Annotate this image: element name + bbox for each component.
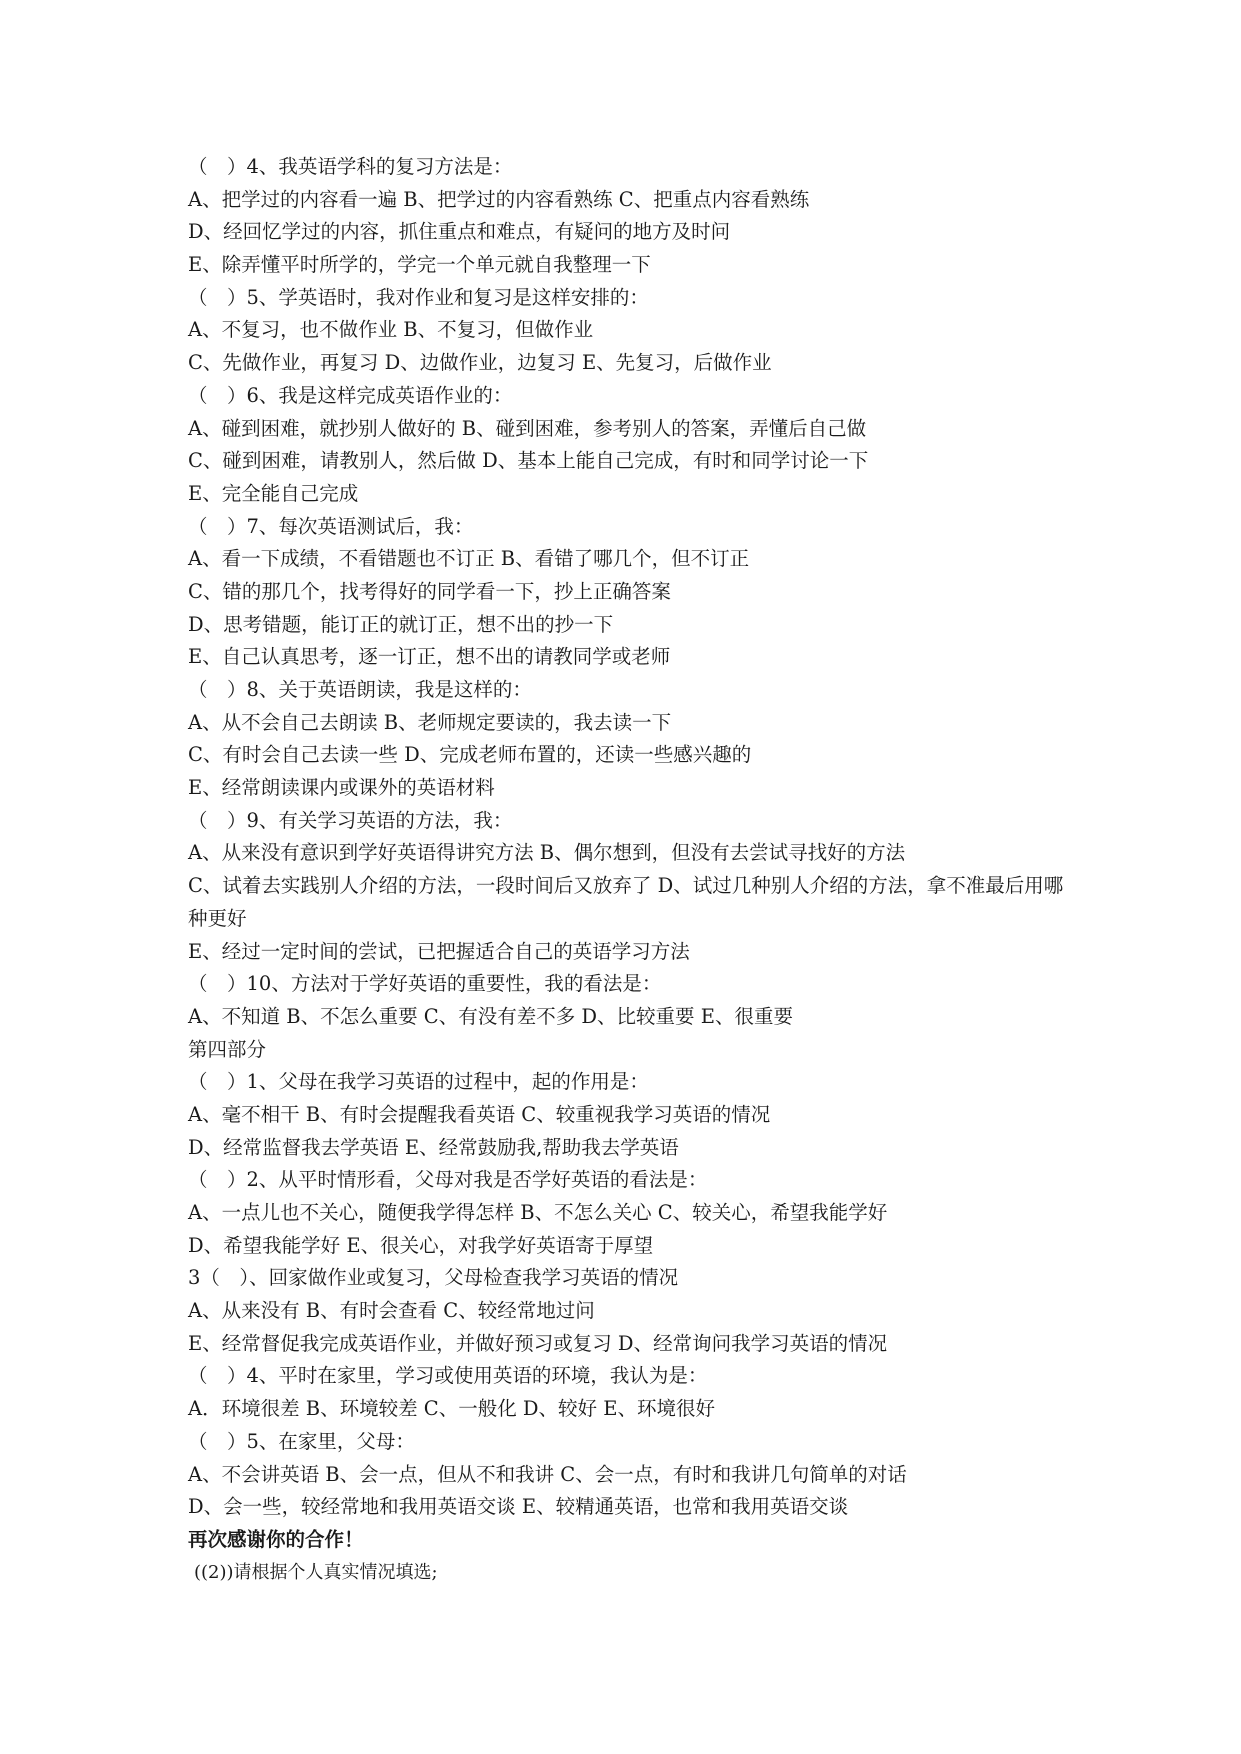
- option-line: A．环境很差 B、环境较差 C、一般化 D、较好 E、环境很好: [188, 1397, 715, 1421]
- questionnaire-body: [188, 151, 1068, 1589]
- option-line: A、毫不相干 B、有时会提醒我看英语 C、较重视我学习英语的情况: [188, 1102, 771, 1126]
- option-line: D、希望我能学好 E、很关心，对我学好英语寄于厚望: [188, 1233, 654, 1257]
- option-line: D、经回忆学过的内容，抓住重点和难点，有疑问的地方及时问: [188, 220, 731, 244]
- question-line: 3（ ）、回家做作业或复习，父母检查我学习英语的情况: [188, 1266, 679, 1290]
- option-line: D、思考错题，能订正的就订正，想不出的抄一下: [188, 612, 614, 636]
- option-line: E、自己认真思考，逐一订正，想不出的请教同学或老师: [188, 645, 671, 669]
- instruction-line: ((2))请根据个人真实情况填选;: [194, 1561, 438, 1583]
- option-line: A、不复习，也不做作业 B、不复习，但做作业: [188, 318, 594, 342]
- option-line: A、一点儿也不关心，随便我学得怎样 B、不怎么关心 C、较关心，希望我能学好: [188, 1201, 888, 1225]
- option-line: A、看一下成绩，不看错题也不订正 B、看错了哪几个，但不订正: [188, 547, 750, 571]
- question-line: （ ）9、有关学习英语的方法，我：: [188, 808, 513, 832]
- option-line: D、会一些，较经常地和我用英语交谈 E、较精通英语，也常和我用英语交谈: [188, 1495, 849, 1519]
- option-line: E、完全能自己完成: [188, 481, 359, 505]
- option-line: A、从不会自己去朗读 B、老师规定要读的，我去读一下: [188, 710, 672, 734]
- question-line: （ ）8、关于英语朗读，我是这样的：: [188, 678, 532, 701]
- option-line: C、错的那几个，找考得好的同学看一下，抄上正确答案: [188, 579, 671, 603]
- question-line: （ ）4、我英语学科的复习方法是：: [188, 155, 513, 178]
- option-line: E、经过一定时间的尝试，已把握适合自己的英语学习方法: [188, 939, 690, 963]
- option-line: C、碰到困难，请教别人，然后做 D、基本上能自己完成，有时和同学讨论一下: [188, 449, 869, 473]
- question-line: （ ）6、我是这样完成英语作业的：: [188, 383, 513, 407]
- option-line: D、经常监督我去学英语 E、经常鼓励我,帮助我去学英语: [188, 1135, 679, 1159]
- question-line: （ ）5、在家里，父母：: [188, 1429, 415, 1453]
- option-line: C、试着去实践别人介绍的方法，一段时间后又放弃了 D、试过几种别人介绍的方法，拿不准最后用哪种更好: [188, 874, 1064, 930]
- question-line: （ ）7、每次英语测试后，我：: [188, 514, 474, 538]
- question-line: （ ）5、学英语时，我对作业和复习是这样安排的：: [188, 285, 649, 309]
- question-line: （ ）10、方法对于学好英语的重要性，我的看法是：: [188, 972, 662, 996]
- question-line: （ ）2、从平时情形看，父母对我是否学好英语的看法是：: [188, 1168, 708, 1192]
- option-line: A、不会讲英语 B、会一点，但从不和我讲 C、会一点，有时和我讲几句简单的对话: [188, 1462, 907, 1486]
- question-line: （ ）4、平时在家里，学习或使用英语的环境，我认为是：: [188, 1364, 708, 1388]
- option-line: E、经常督促我完成英语作业，并做好预习或复习 D、经常询问我学习英语的情况: [188, 1331, 888, 1355]
- thanks-line: 再次感谢你的合作！: [188, 1527, 364, 1551]
- option-line: C、有时会自己去读一些 D、完成老师布置的，还读一些感兴趣的: [188, 743, 752, 767]
- option-line: E、经常朗读课内或课外的英语材料: [188, 776, 495, 800]
- question-line: （ ）1、父母在我学习英语的过程中，起的作用是：: [188, 1070, 649, 1094]
- option-line: C、先做作业，再复习 D、边做作业，边复习 E、先复习，后做作业: [188, 351, 772, 375]
- option-line: A、从来没有意识到学好英语得讲究方法 B、偶尔想到，但没有去尝试寻找好的方法: [188, 841, 906, 865]
- option-line: A、不知道 B、不怎么重要 C、有没有差不多 D、比较重要 E、很重要: [188, 1004, 793, 1028]
- option-line: A、碰到困难，就抄别人做好的 B、碰到困难，参考别人的答案，弄懂后自己做: [188, 416, 867, 440]
- option-line: E、除弄懂平时所学的，学完一个单元就自我整理一下: [188, 253, 651, 277]
- option-line: A、把学过的内容看一遍 B、把学过的内容看熟练 C、把重点内容看熟练: [188, 187, 810, 211]
- option-line: A、从来没有 B、有时会查看 C、较经常地过问: [188, 1299, 595, 1323]
- section-heading: 第四部分: [188, 1037, 267, 1061]
